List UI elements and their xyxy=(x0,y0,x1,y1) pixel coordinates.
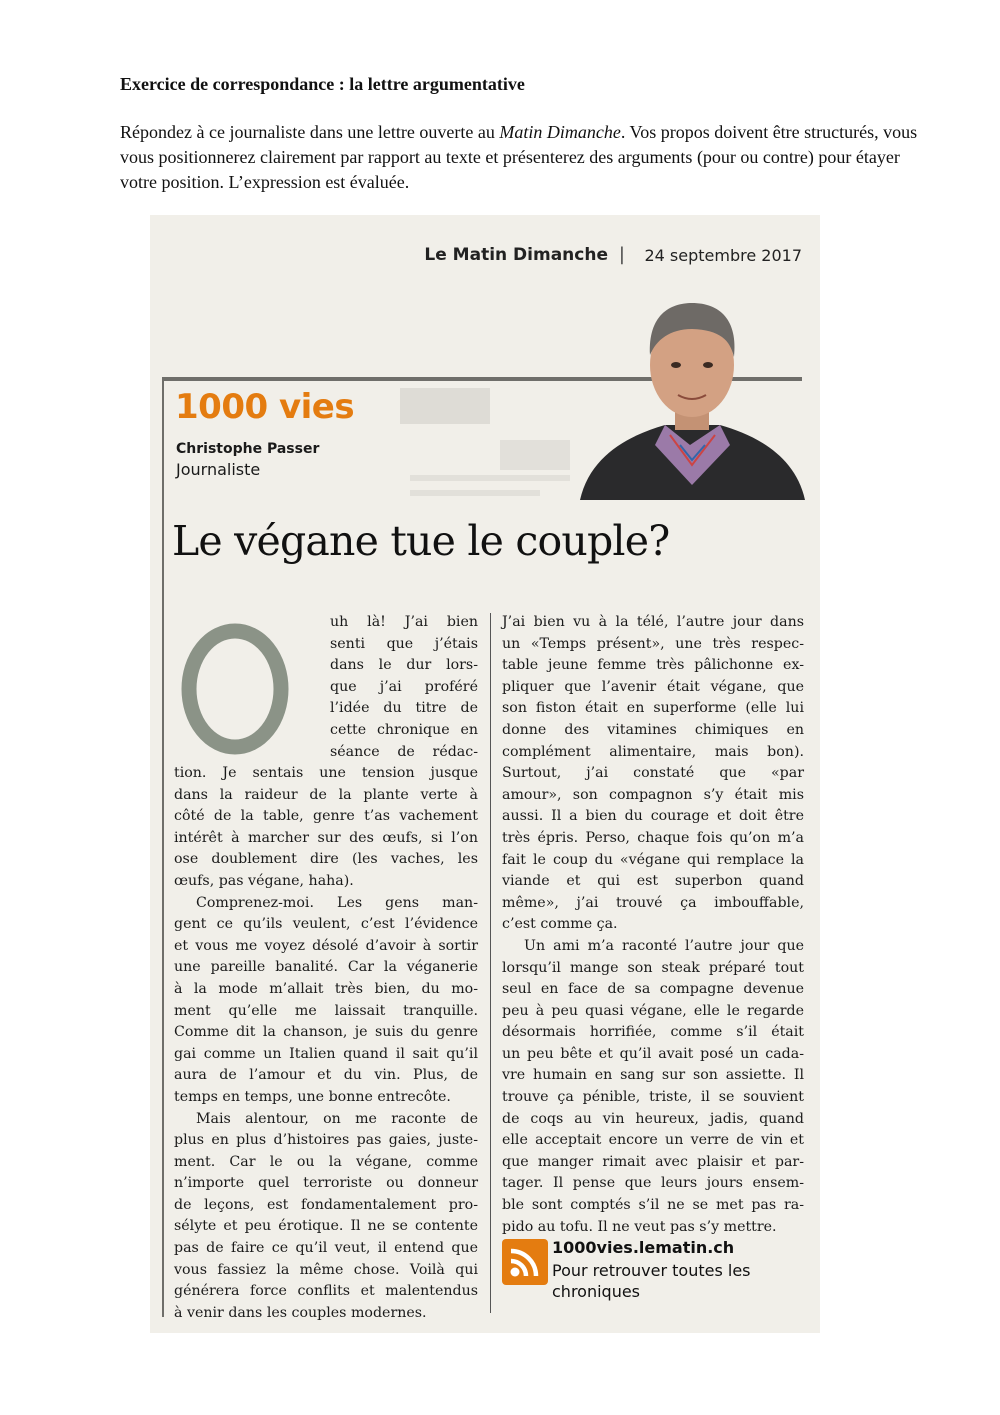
text-line: tager. Il pense que leurs jours ensem- xyxy=(502,1175,804,1192)
text-line: sélyte et peu érotique. Il ne se contente xyxy=(174,1218,478,1235)
text-line: uh là! J’ai bien xyxy=(330,614,478,630)
text-line: amour», son compagnon s’y était mis xyxy=(502,786,804,803)
text-line: seul en face de sa compagne devenue xyxy=(502,981,804,998)
instructions-part-1: Répondez à ce journaliste dans une lettre ouverte au xyxy=(120,122,500,142)
text-line: Surtout, j’ai constaté que «par xyxy=(502,765,804,782)
newspaper-brand: Le Matin Dimanche xyxy=(424,245,608,265)
publication-date: 24 septembre 2017 xyxy=(644,246,802,265)
text-line: donne des vitamines chimiques en xyxy=(502,721,804,738)
text-line: c’est comme ça. xyxy=(502,916,618,933)
author-role: Journaliste xyxy=(176,460,261,479)
text-line: et vous me voyez désolé d’avoir à sortir xyxy=(174,937,478,954)
text-line: senti que j’étais xyxy=(330,635,478,652)
text-line: l’idée du titre de xyxy=(330,700,478,717)
text-line: ment qu’elle me laissait tranquille. xyxy=(174,1002,478,1019)
text-line: Comme dit la chanson, je suis du genre xyxy=(174,1024,478,1041)
text-line: pido au tofu. Il ne veut pas s’y mettre. xyxy=(502,1218,777,1235)
exercise-instructions xyxy=(120,120,920,195)
text-line: peu à peu quasi végane, elle le regarde xyxy=(502,1002,804,1019)
text-line: dans le dur lors- xyxy=(330,657,478,674)
footer-site-link[interactable]: 1000vies.lematin.ch xyxy=(552,1238,735,1257)
rubric-title: 1000 vies xyxy=(175,387,355,427)
text-line: ose doublement dire (les vaches, les xyxy=(174,851,478,868)
text-line: son fiston était en superforme (elle lui xyxy=(502,700,804,717)
text-line: lorsqu’il mange son steak préparé tout xyxy=(502,959,804,976)
text-line: dans la raideur de la plante verte à xyxy=(174,786,478,803)
text-line: viande et qui est superbon quand xyxy=(502,873,804,890)
text-line: Mais alentour, on me raconte de xyxy=(196,1110,478,1127)
instructions-part-2: . Vos propos doivent être structurés, vous vous positionnerez clairement par rapport au texte et présenterez des arguments (pour ou contre) pour étayer votre position. L’expression est évaluée. xyxy=(120,122,918,192)
text-line: elle acceptait encore un verre de vin et xyxy=(502,1132,804,1149)
rss-icon xyxy=(502,1239,548,1285)
newspaper-clipping xyxy=(150,215,820,1333)
text-line: table jeune femme très pâlichonne ex- xyxy=(502,657,804,674)
text-line: vre humain en sang sur son assiette. Il xyxy=(502,1067,804,1084)
text-line: même», j’ai trouvé ça imbouffable, xyxy=(502,894,804,911)
text-line: Un ami m’a raconté l’autre jour que xyxy=(524,937,804,954)
text-line: ble sont comptés s’il ne se met pas ra- xyxy=(502,1197,804,1214)
column-1-body xyxy=(174,763,478,1324)
text-line: plus en plus d’histoires pas gaies, juste- xyxy=(174,1132,478,1149)
text-line: gai comme un Italien quand il sait qu’il xyxy=(174,1045,478,1062)
text-line: temps en temps, une bonne entrecôte. xyxy=(174,1088,451,1105)
text-line: pas de faire ce qu’il veut, il entend que xyxy=(174,1240,478,1257)
author-name: Christophe Passer xyxy=(176,441,320,457)
text-line: un peu bête et qu’il avait posé un cada- xyxy=(502,1045,804,1062)
text-line: un «Temps présent», une très respec- xyxy=(502,635,804,652)
text-line: générera force conflits et malentendus xyxy=(174,1283,478,1300)
text-line: séance de rédac- xyxy=(330,743,478,760)
text-line: une pareille banalité. Car la véganerie xyxy=(174,959,478,976)
bleed-through-marks xyxy=(390,380,590,540)
text-line: cette chronique en xyxy=(330,721,478,738)
column-2-body xyxy=(502,612,804,1238)
exercise-title: Exercice de correspondance : la lettre argumentative xyxy=(120,74,525,94)
article-headline: Le végane tue le couple? xyxy=(172,517,670,565)
text-line: très épris. Perso, chaque fois qu’on m’a xyxy=(502,829,804,846)
text-line: désormais horrifiée, comme s’il était xyxy=(502,1024,804,1041)
text-line: que manger rimait avec plaisir et par- xyxy=(502,1153,804,1170)
column-1-intro xyxy=(330,612,478,763)
text-line: tion. Je sentais une tension jusque xyxy=(174,765,478,781)
text-line: de leçons, est fondamentalement pro- xyxy=(174,1196,478,1213)
text-line: Comprenez-moi. Les gens man- xyxy=(196,894,478,911)
text-line: trouve ça pénible, triste, il se souvient xyxy=(502,1089,804,1106)
text-line: gent ce qu’ils veulent, c’est l’évidence xyxy=(174,916,478,933)
text-line: à la mode m’allait très bien, du mo- xyxy=(174,980,478,997)
text-line: vous fassiez la même chose. Voilà qui xyxy=(174,1261,478,1278)
footer-tagline: Pour retrouver toutes les chroniques xyxy=(552,1261,751,1301)
text-line: complément alimentaire, mais bon). xyxy=(502,743,804,760)
text-line: aura de l’amour et du vin. Plus, de xyxy=(174,1067,478,1084)
drop-cap-o xyxy=(170,617,295,757)
text-line: à venir dans les couples modernes. xyxy=(174,1304,427,1321)
text-line: que j’ai proféré xyxy=(330,678,478,695)
column-divider xyxy=(490,613,491,1313)
text-line: aussi. Il a bien du courage et doit être xyxy=(502,808,804,825)
header-separator: | xyxy=(618,244,625,265)
text-line: de coqs au vin heureux, jadis, quand xyxy=(502,1110,804,1127)
text-line: fait le coup du «végane qui remplace la xyxy=(502,851,804,868)
text-line: J’ai bien vu à la télé, l’autre jour dans xyxy=(502,614,804,630)
text-line: pliquer que l’avenir était végane, que xyxy=(502,678,804,695)
author-portrait xyxy=(570,295,810,500)
text-line: côté de la table, genre t’as vachement xyxy=(174,808,478,825)
text-line: intérêt à marcher sur des œufs, si l’on xyxy=(174,829,478,846)
text-line: ment. Car le ou la végane, comme xyxy=(174,1153,478,1170)
left-rule xyxy=(162,377,164,1317)
text-line: n’importe quel terroriste ou donneur xyxy=(174,1175,478,1192)
text-line: œufs, pas végane, haha). xyxy=(174,872,354,889)
newspaper-name: Matin Dimanche xyxy=(499,122,621,142)
